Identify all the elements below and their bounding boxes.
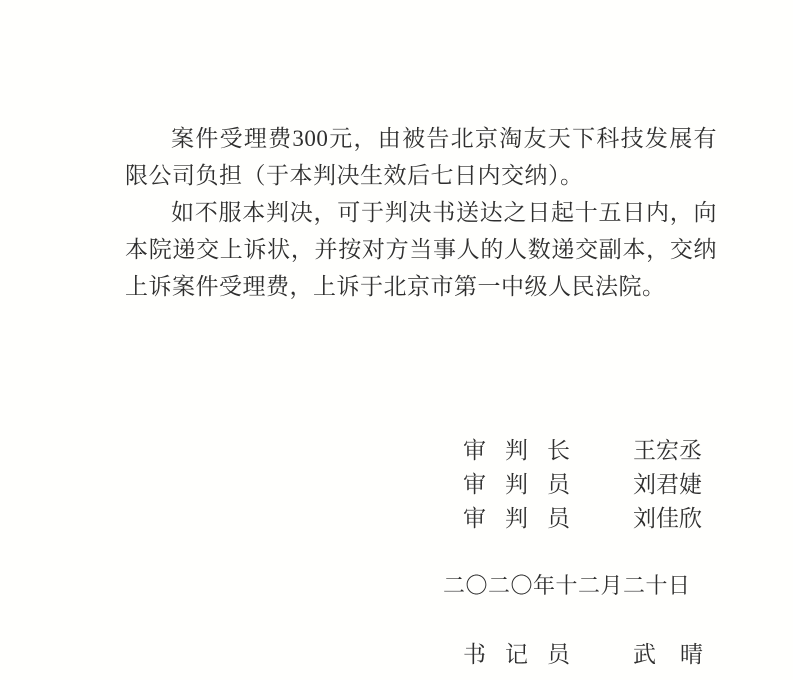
presiding-judge-name: 王宏丞	[633, 438, 702, 463]
signature-block	[463, 434, 743, 536]
clerk-name: 武晴	[633, 642, 727, 667]
judgment-date: 二〇二〇年十二月二十日	[443, 573, 691, 598]
signature-row-presiding-judge	[463, 434, 743, 468]
judgment-body	[125, 120, 717, 305]
presiding-judge-title: 审判长	[463, 438, 589, 463]
paragraph-case-fee: 案件受理费300元，由被告北京淘友天下科技发展有限公司负担（于本判决生效后七日内交纳）。	[125, 126, 717, 188]
signature-row-judge-2	[463, 502, 743, 536]
judge-2-title: 审判员	[463, 506, 589, 531]
clerk-title: 书记员	[463, 642, 589, 667]
signature-row-judge-1	[463, 468, 743, 502]
judge-2-name: 刘佳欣	[633, 506, 702, 531]
signature-row-clerk	[463, 638, 743, 672]
judge-1-title: 审判员	[463, 472, 589, 497]
paragraph-appeal-notice: 如不服本判决，可于判决书送达之日起十五日内，向本院递交上诉状，并按对方当事人的人数递交副本，交纳上诉案件受理费，上诉于北京市第一中级人民法院。	[125, 200, 717, 299]
judge-1-name: 刘君婕	[633, 472, 702, 497]
